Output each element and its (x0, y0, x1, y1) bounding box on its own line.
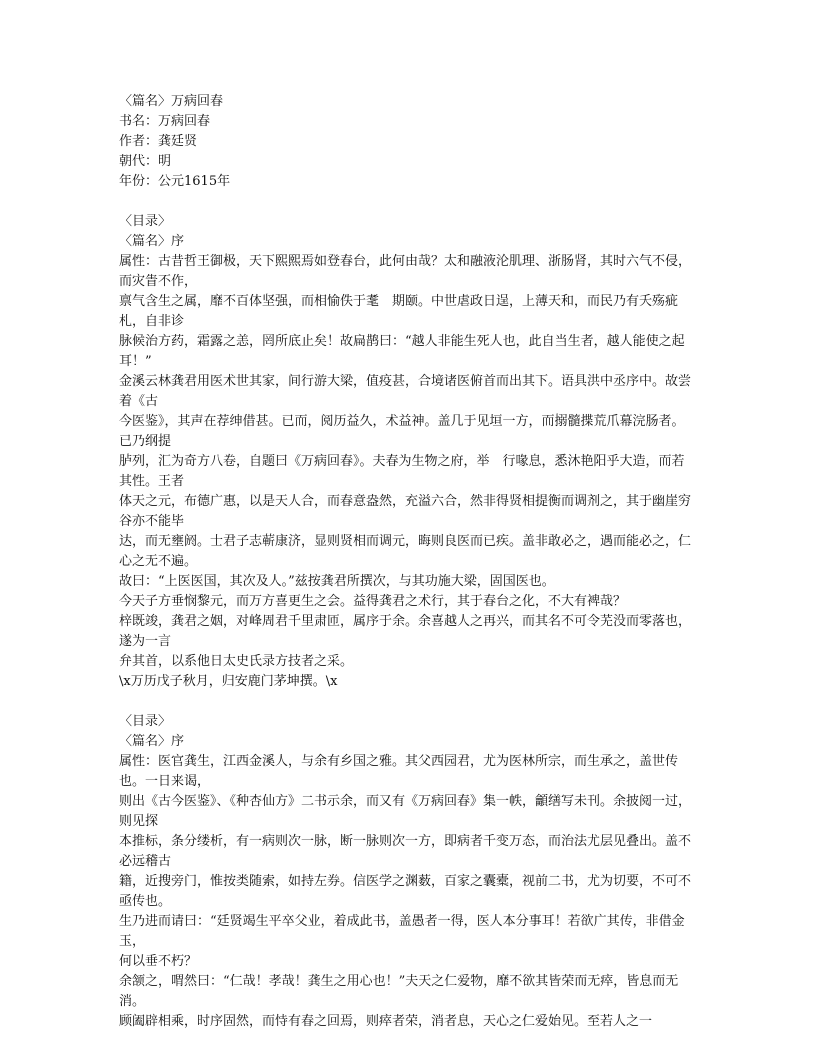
chapter-heading: 〈篇名〉序 (119, 734, 185, 749)
paragraph-line: 达，而无壅阏。士君子志蕲康济，显则贤相而调元，晦则良医而已疾。盖非敢必之，遇而能必之，仁心之无不遍。 (119, 534, 692, 569)
paragraph-line: 弁其首，以系他日太史氏录方技者之采。 (119, 654, 354, 669)
paragraph-line: 故曰：“上医医国，其次及人。”兹按龚君所撰次，与其功施大梁，固国医也。 (119, 574, 555, 589)
paragraph-line: 今天子方垂悯黎元，而万方喜更生之会。益得龚君之术行，其于春台之化，不大有裨哉？ (119, 594, 627, 609)
signature-line: \x万历戊子秋月，归安鹿门茅坤撰。\x (119, 674, 338, 689)
paragraph-line: 本推标，条分缕析，有一病则次一脉，断一脉则次一方，即病者千变万态，而治法尤层见叠出。盖不必远稽古 (119, 834, 692, 869)
catalog-heading: 〈目录〉 (119, 214, 172, 229)
year-line: 年份：公元1615年 (119, 174, 231, 189)
book-metadata (119, 92, 697, 192)
section-gap (119, 192, 697, 212)
section-gap (119, 692, 697, 712)
dynasty-line: 朝代：明 (119, 154, 172, 169)
paragraph-line: 籍，近搜旁门，惟按类随索，如持左券。信医学之渊薮，百家之囊橐，视前二书，尤为切要，不可不亟传也。 (119, 874, 692, 909)
paragraph-line: 梓既竣，龚君之姻，对峰周君千里肃匝，属序于余。余喜越人之再兴，而其名不可令芜没而零落也，遂为一言 (119, 614, 692, 649)
catalog-heading: 〈目录〉 (119, 714, 172, 729)
paragraph-line: 何以垂不朽？ (119, 954, 198, 969)
paragraph-line: 则出《古今医鉴》、《种杏仙方》二书示余，而又有《万病回春》集一帙，龥缮写未刊。余披阅一过，则见探 (119, 794, 692, 829)
book-name-line: 书名：万病回春 (119, 114, 211, 129)
paragraph-line: 禀气含生之属，靡不百体坚强，而相愉佚于耄 期颐。中世虐政日逞，上薄天和，而民乃有夭殇疵札，自非诊 (119, 294, 679, 329)
chapter-heading: 〈篇名〉序 (119, 234, 185, 249)
preface-section-1 (119, 212, 697, 692)
title-line: 〈篇名〉万病回春 (119, 94, 224, 109)
document-page (119, 92, 697, 1032)
paragraph-line: 顾阖辟相乘，时序固然，而恃有春之回焉，则瘁者荣，消者息，天心之仁爱始见。至若人之一 (119, 1014, 653, 1029)
paragraph-line: 胪列，汇为奇方八卷，自题曰《万病回春》。夫春为生物之府，举 行喙息，悉沐艳阳乎大造，而若其性。王者 (119, 454, 685, 489)
paragraph-line: 生乃进而请曰：“廷贤竭生平卒父业，着成此书，盖愚者一得，医人本分事耳！若欲广其传，非借金玉， (119, 914, 685, 949)
preface-section-2 (119, 712, 697, 1032)
paragraph-line: 体天之元，布德广惠，以是天人合，而春意盎然，充溢六合，然非得贤相提衡而调剂之，其于幽崖穷谷亦不能毕 (119, 494, 692, 529)
paragraph-line: 属性：医官龚生，江西金溪人，与余有乡国之雅。其父西园君，尤为医林所宗，而生承之，盖世传也。一日来谒， (119, 754, 679, 789)
paragraph-line: 今医鉴》，其声在荐绅借甚。已而，阅历益久，术益神。盖几于见垣一方，而搦髓揲荒爪幕浣肠者。已乃纲提 (119, 414, 685, 449)
paragraph-line: 脉候治方药，霜露之恙，罔所底止矣！故扁鹊曰：“越人非能生死人也，此自当生者，越人能使之起耳！” (119, 334, 685, 369)
paragraph-line: 属性：古昔哲王御极，天下熙熙焉如登春台，此何由哉？太和融液沦肌理、浙肠肾，其时六气不侵，而灾眚不作， (119, 254, 692, 289)
paragraph-line: 金溪云林龚君用医术世其家，间行游大梁，值疫甚，合境诸医俯首而出其下。语具洪中丞序中。故尝着《古 (119, 374, 692, 409)
paragraph-line: 余颔之，喟然曰：“仁哉！孝哉！龚生之用心也！”夫天之仁爱物，靡不欲其皆荣而无瘁，皆息而无消。 (119, 974, 679, 1009)
author-line: 作者：龚廷贤 (119, 134, 198, 149)
